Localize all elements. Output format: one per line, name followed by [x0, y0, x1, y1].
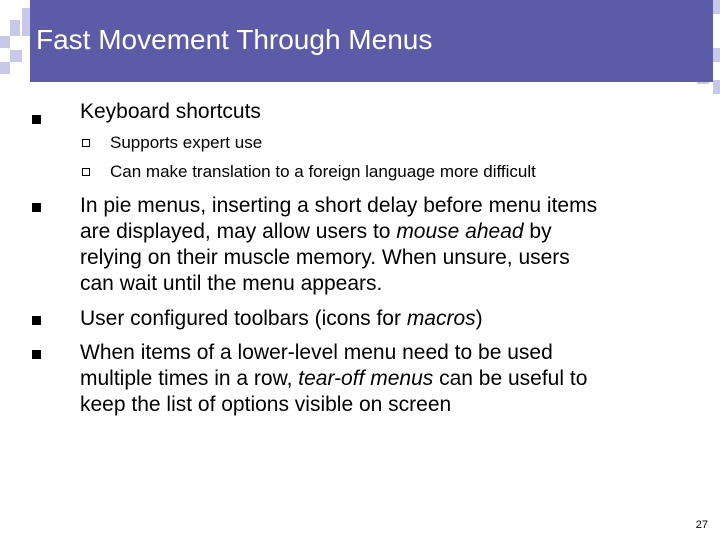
sub-bullet-text: Can make translation to a foreign language more difficult [110, 162, 536, 181]
emphasis-macros: macros [406, 307, 476, 330]
bullet-marker [32, 316, 41, 325]
emphasis-tear-off-menus: tear-off menus [298, 367, 434, 390]
text-segment: ) [475, 307, 483, 330]
text-segment: multiple times in a row, [80, 367, 299, 390]
bullet-text-line: can wait until the menu appears. [80, 272, 383, 295]
slide-title: Fast Movement Through Menus [36, 24, 433, 55]
bullet-text-line [80, 219, 552, 245]
emphasis-mouse-ahead: mouse ahead [396, 220, 524, 243]
bullet-marker [32, 203, 41, 212]
bullet-text-line: In pie menus, inserting a short delay before menu items [80, 194, 598, 217]
text-segment: by [523, 220, 552, 243]
bullet-text-line [80, 366, 587, 392]
bullet-marker [32, 350, 41, 359]
sub-bullet-marker [82, 139, 90, 147]
text-segment: User configured toolbars (icons for [80, 307, 407, 330]
text-segment: are displayed, may allow users to [80, 220, 397, 243]
bullet-text-line: relying on their muscle memory. When unsure, users [80, 246, 570, 269]
bullet-text-line [80, 306, 483, 332]
sub-bullet-marker [82, 168, 90, 176]
bullet-text-line: keep the list of options visible on screen [80, 393, 452, 416]
bullet-text-line: When items of a lower-level menu need to be used [80, 341, 553, 364]
bullet-marker [32, 115, 41, 124]
text-segment: can be useful to [433, 367, 588, 390]
page-number: 27 [695, 519, 708, 531]
sub-bullet-text: Supports expert use [110, 133, 263, 152]
bullet-text: Keyboard shortcuts [80, 100, 261, 123]
